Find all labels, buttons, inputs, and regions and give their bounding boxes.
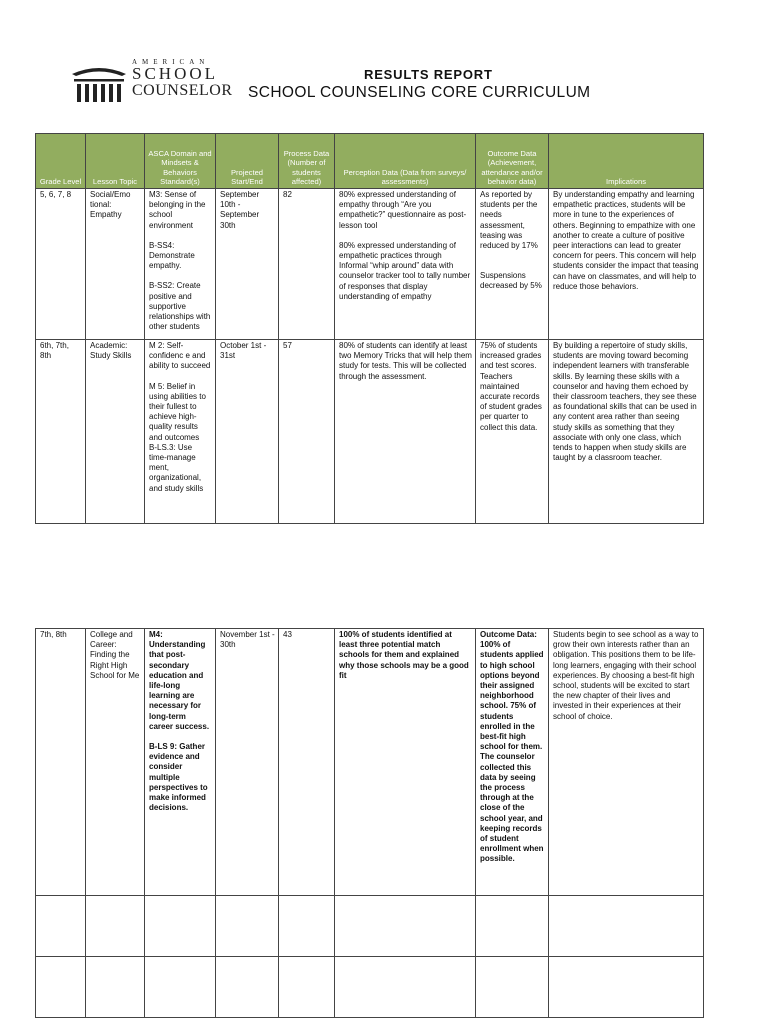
columns-logo-icon (70, 64, 128, 104)
results-table-continued (35, 628, 704, 1018)
outcome-text: 75% of students increased grades and test scores. Teachers maintained accurate records of student grades per quarter to collect this data. (480, 341, 542, 432)
asca-logo (70, 58, 233, 104)
cell-outcome: Outcome Data: 100% of students applied to high school options beyond their assigned neighborhood school. 75% of students enrolled in the best-fit high school for them. The counselor collected this data by seeing the process through at the close of the school year, and keeping records of student enrollment when possible. (476, 629, 549, 896)
col-header-grade: Grade Level (36, 134, 86, 189)
empty-cell (36, 957, 86, 1018)
empty-cell (216, 896, 279, 957)
empty-cell (476, 896, 549, 957)
cell-grade: 5, 6, 7, 8 (36, 189, 86, 340)
empty-table-row (36, 957, 704, 1018)
cell-process: 43 (279, 629, 335, 896)
cell-implications: By understanding empathy and learning empathetic practices, students will be more in tune to the experiences of others. Beginning to empathize with one another to create a culture of positive peer interactions can lead to greater concern for peers. This concern will help students consider the impact that teasing can have on classmates, and will help to reduce those behaviors. (549, 189, 704, 340)
empty-cell (335, 957, 476, 1018)
logo-text-counselor: COUNSELOR (132, 82, 233, 99)
cell-topic: Social/Emo tional: Empathy (86, 189, 145, 340)
standard-text: M3: Sense of belonging in the school environment (149, 190, 206, 230)
standard-text: B-SS2: Create positive and supportive relationships with other students (149, 281, 211, 332)
cell-standards (145, 340, 216, 524)
outcome-text: As reported by students per the needs assessment, teasing was reduced by 17% (480, 190, 538, 251)
cell-dates: September 10th - September 30th (216, 189, 279, 340)
report-title: RESULTS REPORT (364, 67, 493, 82)
cell-outcome (476, 189, 549, 340)
standard-text: M4: Understanding that post-secondary education and life-long learning are necessary for long-term career success. (149, 630, 210, 731)
cell-dates: October 1st - 31st (216, 340, 279, 524)
empty-cell (549, 896, 704, 957)
cell-perception (335, 340, 476, 524)
perception-text: 80% expressed understanding of empathy through “Are you empathetic?” questionnaire as post-lesson tool (339, 190, 467, 230)
cell-topic: College and Career: Finding the Right High School for Me (86, 629, 145, 896)
cell-dates: November 1st - 30th (216, 629, 279, 896)
empty-cell (86, 957, 145, 1018)
col-header-process: Process Data (Number of students affected) (279, 134, 335, 189)
perception-text: 80% expressed understanding of empathetic practices through Informal “whip around” data with counselor tracker tool to tally number of responses that display understanding of empathy (339, 240, 471, 301)
table-row (36, 189, 704, 340)
cell-implications: By building a repertoire of study skills, students are moving toward becoming independent learners with transferable skills. By learning these skills with a counselor and having them echoed by their classroom teachers, they see these as foundational skills that can be used in any content area rather than seeing study skills as something that they associate with only one class, which tends to happen when study skills are taught by a classroom teacher. (549, 340, 704, 524)
empty-cell (549, 957, 704, 1018)
header-row (36, 134, 704, 189)
cell-perception (335, 189, 476, 340)
empty-cell (86, 896, 145, 957)
col-header-outcome: Outcome Data (Achievement, attendance and/or behavior data) (476, 134, 549, 189)
cell-process: 57 (279, 340, 335, 524)
table-row (36, 340, 704, 524)
col-header-topic: Lesson Topic (86, 134, 145, 189)
cell-implications: Students begin to see school as a way to grow their own interests rather than an obligation. This positions them to be life-long learners, engaging with their school experiences. By choosing a best-fit high school, students will be excited to start the new chapter of their lives and invested in their experiences at their school of choice. (549, 629, 704, 896)
col-header-standards: ASCA Domain and Mindsets & Behaviors Standard(s) (145, 134, 216, 189)
cell-grade: 6th, 7th, 8th (36, 340, 86, 524)
empty-cell (476, 957, 549, 1018)
empty-cell (145, 957, 216, 1018)
standard-text: M 2: Self-confidenc e and ability to succeed (149, 341, 211, 371)
perception-text: 80% of students can identify at least two Memory Tricks that will help them study for tests. This will be collected through the assessment. (339, 341, 472, 381)
outcome-text: Suspensions decreased by 5% (480, 271, 542, 291)
empty-cell (279, 957, 335, 1018)
col-header-dates: Projected Start/End (216, 134, 279, 189)
empty-cell (145, 896, 216, 957)
empty-cell (216, 957, 279, 1018)
empty-cell (36, 896, 86, 957)
logo-text-american: AMERICAN (132, 58, 210, 66)
cell-topic: Academic: Study Skills (86, 340, 145, 524)
cell-process: 82 (279, 189, 335, 340)
cell-perception: 100% of students identified at least three potential match schools for them and explained why those schools may be a good fit (335, 629, 476, 896)
col-header-perception: Perception Data (Data from surveys/ assessments) (335, 134, 476, 189)
standard-text: B-SS4: Demonstrate empathy. (149, 240, 195, 271)
report-subtitle: SCHOOL COUNSELING CORE CURRICULUM (248, 84, 591, 101)
standard-text: M 5: Belief in using abilities to their fullest to achieve high-quality results and outcomes (149, 381, 206, 442)
cell-outcome (476, 340, 549, 524)
col-header-implications: Implications (549, 134, 704, 189)
table-row (36, 629, 704, 896)
standard-text: B-LS.3: Use time-manage ment, organizational, and study skills (149, 442, 204, 493)
empty-cell (279, 896, 335, 957)
cell-standards (145, 629, 216, 896)
empty-table-row (36, 896, 704, 957)
logo-text-school: SCHOOL (132, 64, 219, 83)
standard-text: B-LS 9: Gather evidence and consider multiple perspectives to make informed decisions. (149, 742, 208, 813)
results-table (35, 133, 704, 524)
empty-cell (335, 896, 476, 957)
cell-standards (145, 189, 216, 340)
cell-grade: 7th, 8th (36, 629, 86, 896)
